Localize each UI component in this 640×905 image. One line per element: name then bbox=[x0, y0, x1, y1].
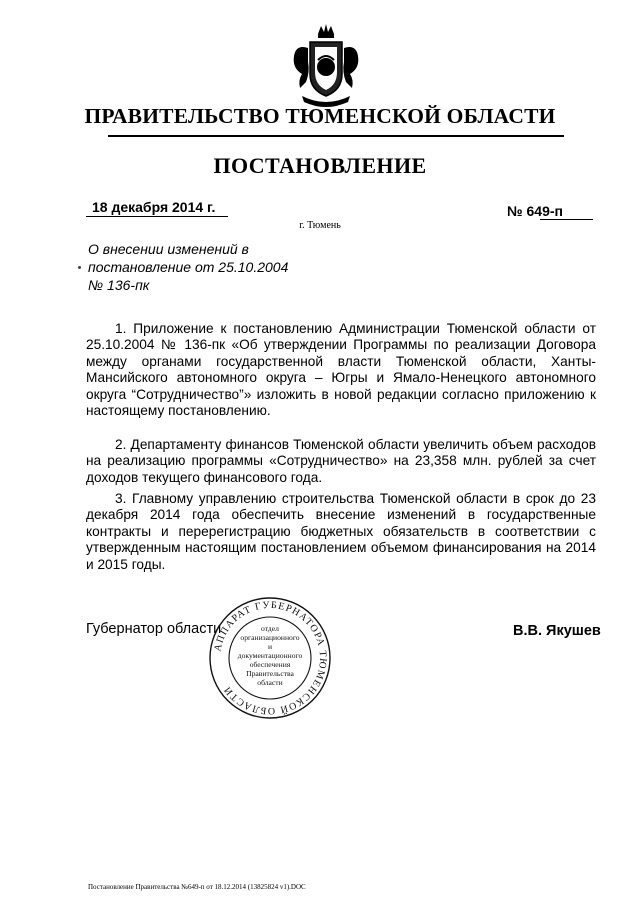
document-subject bbox=[88, 240, 328, 294]
stamp-line: Правительства bbox=[246, 669, 294, 678]
date-underline bbox=[86, 216, 228, 217]
body-paragraph-3: 3. Главному управлению строительства Тюменской области в срок до 23 декабря 2014 года обеспечить внесение изменений в государственные контракты и перерегистрацию бюджетных обязательств в соответствии с утвержденным настоящим постановлением объемом финансирования на 2014 и 2015 годы. bbox=[86, 491, 596, 572]
document-city: г. Тюмень bbox=[299, 220, 341, 231]
subject-line: № 136-пк bbox=[88, 277, 150, 293]
subject-line: О внесении изменений в bbox=[88, 241, 249, 257]
official-stamp bbox=[208, 596, 332, 720]
signatory-name: В.В. Якушев bbox=[513, 623, 601, 639]
title-divider bbox=[108, 135, 564, 137]
stamp-line: документационного bbox=[237, 651, 303, 660]
stamp-line: и bbox=[267, 642, 273, 651]
stamp-line: обеспечения bbox=[249, 660, 291, 669]
signatory-position: Губернатор области bbox=[86, 621, 222, 637]
subject-line: постановление от 25.10.2004 bbox=[88, 259, 289, 275]
footer-file-reference: Постановление Правительства №649-п от 18.12.2014 (13825824 v1).DOC bbox=[88, 883, 306, 891]
body-paragraph-1: 1. Приложение к постановлению Администрации Тюменской области от 25.10.2004 № 136-пк «Об утверждении Программы по реализации Договора между органами государственной власти Тюменской области, Ханты-Мансийского автономного округа – Югры и Ямало-Ненецкого автономного округа “Сотрудничество”» изложить в новой редакции согласно приложению к настоящему постановлению. bbox=[86, 321, 596, 419]
margin-mark bbox=[78, 266, 81, 269]
document-type-heading: ПОСТАНОВЛЕНИЕ bbox=[213, 153, 427, 178]
stamp-line: отдел bbox=[261, 624, 279, 633]
coat-of-arms-icon bbox=[288, 22, 364, 110]
body-paragraph-2: 2. Департаменту финансов Тюменской области увеличить объем расходов на реализацию программы «Сотрудничество» на 23,358 млн. рублей за счет доходов текущего финансового года. bbox=[86, 437, 596, 485]
stamp-ring-text: АППАРАТ ГУБЕРНАТОРА ТЮМЕНСКОЙ ОБЛАСТИ bbox=[212, 599, 329, 717]
stamp-line: области bbox=[257, 678, 283, 687]
government-title: ПРАВИТЕЛЬСТВО ТЮМЕНСКОЙ ОБЛАСТИ bbox=[84, 104, 556, 128]
document-date: 18 декабря 2014 г. bbox=[92, 199, 216, 215]
stamp-line: организационного bbox=[240, 633, 300, 642]
document-number: № 649-п bbox=[507, 203, 563, 219]
